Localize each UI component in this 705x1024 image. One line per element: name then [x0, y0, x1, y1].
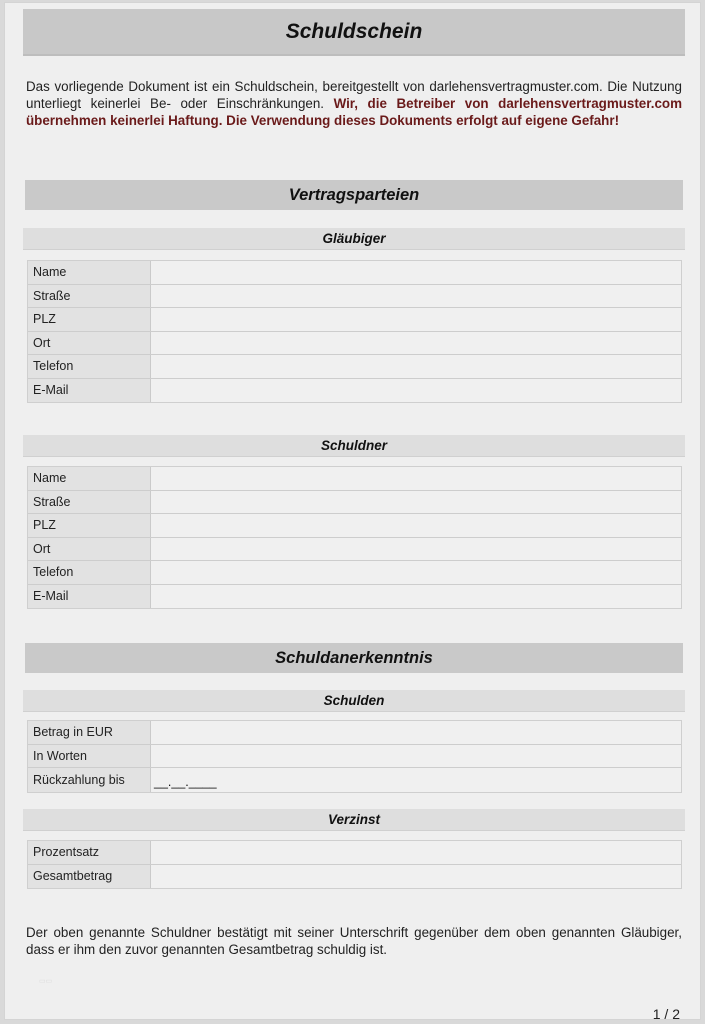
intro-paragraph — [26, 78, 682, 129]
subsection-header-interest: Verzinst — [23, 809, 685, 831]
field-label: PLZ — [28, 514, 151, 537]
debtor-email-field[interactable] — [151, 585, 681, 609]
intro-text: Das vorliegende Dokument ist ein Schuldschein, bereitgestellt von darlehensvertragmuster.com. Die Nutzung unterliegt keinerlei Be- oder Einschränkungen. — [26, 79, 682, 111]
debtor-phone-field[interactable] — [151, 561, 681, 584]
subsection-header-debtor: Schuldner — [23, 435, 685, 457]
table-row — [28, 285, 681, 309]
field-label: E-Mail — [28, 379, 151, 403]
creditor-phone-field[interactable] — [151, 355, 681, 378]
table-row — [28, 841, 681, 865]
field-label: E-Mail — [28, 585, 151, 609]
amount-in-words-field[interactable] — [151, 745, 681, 768]
table-row — [28, 585, 681, 609]
creditor-city-field[interactable] — [151, 332, 681, 355]
debtor-name-field[interactable] — [151, 467, 681, 490]
subsection-header-debts: Schulden — [23, 690, 685, 712]
page-number: 1 / 2 — [652, 1006, 680, 1022]
table-row — [28, 355, 681, 379]
table-row — [28, 467, 681, 491]
table-row — [28, 721, 681, 745]
table-row — [28, 379, 681, 403]
field-label: Rückzahlung bis — [28, 768, 151, 792]
debtor-zip-field[interactable] — [151, 514, 681, 537]
field-label: Straße — [28, 491, 151, 514]
total-amount-field[interactable] — [151, 865, 681, 889]
table-row — [28, 865, 681, 889]
field-label: In Worten — [28, 745, 151, 768]
table-row — [28, 514, 681, 538]
table-row — [28, 768, 681, 792]
creditor-zip-field[interactable] — [151, 308, 681, 331]
closing-statement: Der oben genannte Schuldner bestätigt mit seiner Unterschrift gegenüber dem oben genannten Gläubiger, dass er ihm den zuvor genannten Gesamtbetrag schuldig ist. — [26, 925, 682, 957]
field-label: Name — [28, 467, 151, 490]
creditor-name-field[interactable] — [151, 261, 681, 284]
field-label: Betrag in EUR — [28, 721, 151, 744]
table-row — [28, 538, 681, 562]
field-label: Name — [28, 261, 151, 284]
field-label: Telefon — [28, 355, 151, 378]
creditor-street-field[interactable] — [151, 285, 681, 308]
table-row — [28, 491, 681, 515]
field-label: Ort — [28, 332, 151, 355]
field-label: Prozentsatz — [28, 841, 151, 864]
table-row — [28, 745, 681, 769]
amount-eur-field[interactable] — [151, 721, 681, 744]
interest-rate-field[interactable] — [151, 841, 681, 864]
field-label: PLZ — [28, 308, 151, 331]
creditor-table — [27, 260, 682, 403]
field-label: Ort — [28, 538, 151, 561]
liability-warning: Wir, die Betreiber von darlehensvertragmuster.com übernehmen keinerlei Haftung. Die Verwendung dieses Dokuments erfolgt auf eigene Gefahr! — [26, 96, 682, 128]
section-header-parties: Vertragsparteien — [25, 180, 683, 210]
field-label: Straße — [28, 285, 151, 308]
section-header-acknowledgement: Schuldanerkenntnis — [25, 643, 683, 673]
creditor-email-field[interactable] — [151, 379, 681, 403]
table-row — [28, 561, 681, 585]
table-row — [28, 261, 681, 285]
subsection-header-creditor: Gläubiger — [23, 228, 685, 250]
repayment-date-field[interactable]: __.__.____ — [151, 768, 681, 792]
table-row — [28, 332, 681, 356]
debtor-street-field[interactable] — [151, 491, 681, 514]
field-label: Telefon — [28, 561, 151, 584]
document-title: Schuldschein — [23, 9, 685, 56]
debtor-table — [27, 466, 682, 609]
debts-table — [27, 720, 682, 793]
field-label: Gesamtbetrag — [28, 865, 151, 889]
table-row — [28, 308, 681, 332]
document-page — [4, 2, 701, 1020]
interest-table — [27, 840, 682, 889]
debtor-city-field[interactable] — [151, 538, 681, 561]
faint-watermark: ▭▭ — [39, 978, 53, 985]
